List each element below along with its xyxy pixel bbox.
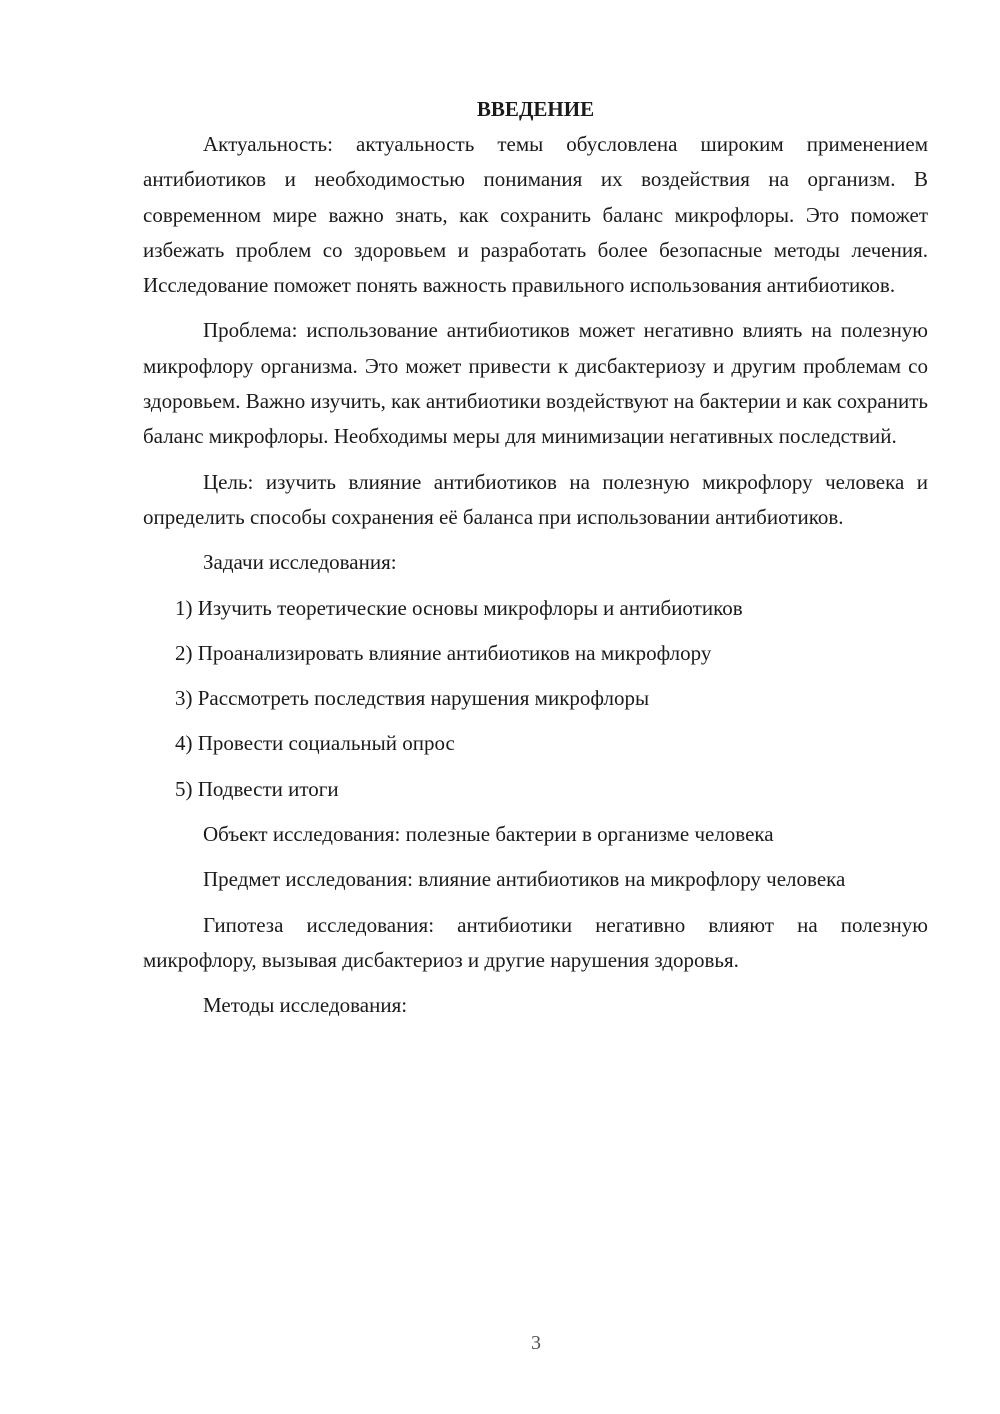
- paragraph-goal: Цель: изучить влияние антибиотиков на полезную микрофлору человека и определить способы сохранения её баланса при использовании антибиотиков.: [143, 469, 928, 529]
- document-page: [143, 92, 928, 1024]
- list-item: 1) Изучить теоретические основы микрофлоры и антибиотиков: [175, 595, 743, 620]
- list-item: 5) Подвести итоги: [175, 776, 339, 801]
- paragraph-relevance: Актуальность: актуальность темы обусловлена широким применением антибиотиков и необходимостью понимания их воздействия на организм. В современном мире важно знать, как сохранить баланс микрофлоры. Это поможет избежать проблем со здоровьем и разработать более безопасные методы лечения. Исследование поможет понять важность правильного использования антибиотиков.: [143, 132, 928, 298]
- list-item: 3) Рассмотреть последствия нарушения микрофлоры: [175, 686, 650, 711]
- paragraph-object: Объект исследования: полезные бактерии в организме человека: [203, 822, 774, 847]
- methods-heading: Методы исследования:: [203, 993, 408, 1018]
- list-item: 2) Проанализировать влияние антибиотиков на микрофлору: [175, 640, 712, 665]
- tasks-list: [143, 591, 928, 807]
- section-title: ВВЕДЕНИЕ: [476, 97, 595, 121]
- paragraph-problem: Проблема: использование антибиотиков может негативно влиять на полезную микрофлору организма. Это может привести к дисбактериозу и другим проблемам со здоровьем. Важно изучить, как антибиотики воздействуют на бактерии и как сохранить баланс микрофлоры. Необходимы меры для минимизации негативных последствий.: [143, 318, 928, 449]
- paragraph-hypothesis: Гипотеза исследования: антибиотики негативно влияют на полезную микрофлору, вызывая дисбактериоз и другие нарушения здоровья.: [143, 912, 928, 972]
- list-item: 4) Провести социальный опрос: [175, 731, 455, 756]
- tasks-heading: Задачи исследования:: [203, 550, 397, 575]
- paragraph-subject: Предмет исследования: влияние антибиотиков на микрофлору человека: [203, 867, 846, 892]
- page-number: 3: [531, 1332, 541, 1354]
